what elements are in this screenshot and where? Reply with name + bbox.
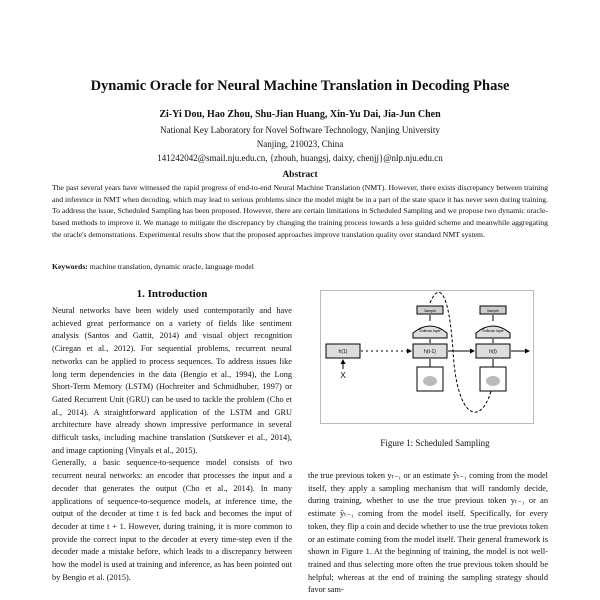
sample-label: Sample: [487, 309, 499, 313]
keywords-text: machine translation, dynamic oracle, language model: [89, 262, 254, 271]
section-heading: 1. Introduction: [136, 288, 208, 300]
emails: 141242042@smail.nju.edu.cn, {zhouh, huangsj, daixy, chenjj}@nlp.nju.edu.cn: [157, 153, 443, 163]
keywords-label: Keywords:: [52, 262, 88, 271]
paper-title: Dynamic Oracle for Neural Machine Translation in Decoding Phase: [90, 78, 510, 94]
sample-label: Sample: [424, 309, 436, 313]
paragraph: Neural networks have been widely used contemporarily and have achieved great performance on a variety of fields like sentiment analysis (Santos and Gattit, 2014) and visual object recognition (Ciregan et al., 2012). For sequential problems, recurrent neural networks can be applied to process sequences. To address issues like long term dependencies in the data (Bengio et al., 1994), the Long Short-Term Memory (LSTM) (Hochreiter and Schmidhuber, 1997) or Gated Recurrent Unit (GRU) can be used to tackle the problem (Cho et al., 2014). A straightforward application of the LSTM and GRU architecture have already shown impressive performance in several difficult tasks, including machine translation (Sutskever et al., 2014), and image captioning (Vinyals et al., 2015).: [52, 306, 292, 455]
x-label: X: [340, 371, 346, 380]
abstract-body: The past several years have witnessed the rapid progress of end-to-end Neural Machine Translation (NMT). However, there exists discrepancy between training and inference in NMT when decoding, which may lead to serious problems since the model might be in a part of the state space it has never seen during training. To address the issue, Scheduled Sampling has been proposed. However, there are certain limitations in Scheduled Sampling and we propose two dynamic oracle-based methods to improve it. We manage to mitigate the discrepancy by changing the training process towards a less guided scheme and meanwhile aggregating the oracle's demonstrations. Experimental results show that the proposed approaches improve translation quality over standard NMT system.: [52, 183, 548, 239]
address: Nanjing, 210023, China: [256, 139, 344, 149]
ht-label: h(t): [489, 349, 497, 355]
softmax-label: Softmax layer: [419, 329, 441, 333]
affiliation: National Key Laboratory for Novel Software Technology, Nanjing University: [160, 125, 440, 135]
h1-label: h(1): [338, 349, 348, 355]
ht1-label: h(t-1): [424, 349, 436, 355]
paragraph: the true previous token yₜ₋₁ or an estimate ŷₜ₋₁ coming from the model itself, they apply a sampling mechanism that will randomly decide, during training, whether to use the true previous token yₜ₋₁ or an estimate ŷₜ₋₁ coming from the model itself. Specifically, for every token, they flip a coin and decide whether to use the true previous token or an estimate coming from the model itself. Their general framework is shown in Figure 1. At the beginning of training, the model is not well-trained and thus selecting more often the true previous token should be helpful; whereas at the end of training the sampling strategy should favor sam-: [308, 471, 548, 595]
softmax-label: Softmax layer: [482, 329, 504, 333]
left-column: [52, 305, 292, 584]
abstract-heading: Abstract: [282, 170, 318, 180]
right-column: [308, 470, 548, 597]
figure-caption: Figure 1: Scheduled Sampling: [380, 438, 490, 448]
keywords: [52, 262, 254, 271]
figure-scheduled-sampling: [320, 290, 534, 424]
paragraph: Generally, a basic sequence-to-sequence model consists of two recurrent neural networks: an encoder that processes the input and a decoder that generates the output (Cho et al., 2014). In many applications of sequence-to-sequence models, at inference time, the output of the decoder at time t is fed back and becomes the input of decoder at time t + 1. However, during training, it is more common to provide the correct input to the decoder at every time-step even if the decoder made a mistake before, which leads to a discrepancy between how the model is used at training and inference, as has been pointed out by Bengio et al. (2015).: [52, 458, 292, 582]
authors: Zi-Yi Dou, Hao Zhou, Shu-Jian Huang, Xin-Yu Dai, Jia-Jun Chen: [159, 109, 441, 120]
